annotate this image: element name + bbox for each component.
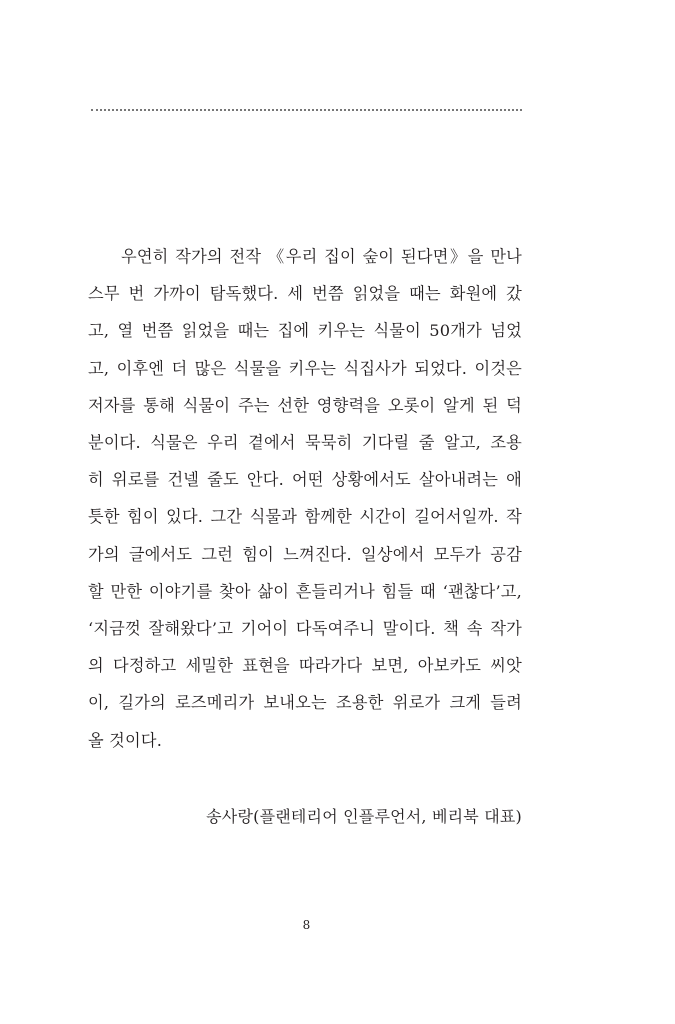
paragraph-line: 저자를 통해 식물이 주는 선한 영향력을 오롯이 알게 된 덕 [88, 395, 522, 415]
paragraph-line: 스무 번 가까이 탐독했다. 세 번쯤 읽었을 때는 화원에 갔 [88, 284, 522, 304]
paragraph-line: 의 다정하고 세밀한 표현을 따라가다 보면, 아보카도 씨앗 [88, 656, 522, 676]
paragraph-line: 고, 이후엔 더 많은 식물을 키우는 식집사가 되었다. 이것은 [88, 358, 522, 378]
paragraph-line: 히 위로를 건넬 줄도 안다. 어떤 상황에서도 살아내려는 애 [88, 470, 522, 490]
paragraph-line: 고, 열 번쯤 읽었을 때는 집에 키우는 식물이 50개가 넘었 [88, 321, 522, 341]
endorsement-paragraph [88, 238, 522, 759]
paragraph-line: 할 만한 이야기를 찾아 삶이 흔들리거나 힘들 때 ‘괜찮다’고, [88, 581, 522, 601]
paragraph-line: 올 것이다. [88, 730, 163, 750]
paragraph-line: 가의 글에서도 그런 힘이 느껴진다. 일상에서 모두가 공감 [88, 544, 522, 564]
paragraph-line: 이, 길가의 로즈메리가 보내오는 조용한 위로가 크게 들려 [88, 693, 522, 713]
dotted-divider [91, 109, 522, 111]
paragraph-line: ‘지금껏 잘해왔다’고 기어이 다독여주니 말이다. 책 속 작가 [88, 619, 522, 639]
paragraph-line: 분이다. 식물은 우리 곁에서 묵묵히 기다릴 줄 알고, 조용 [88, 433, 522, 453]
paragraph-line: 틋한 힘이 있다. 그간 식물과 함께한 시간이 길어서일까. 작 [88, 507, 522, 527]
page-number: 8 [302, 918, 311, 932]
paragraph-line: 우연히 작가의 전작 《우리 집이 숲이 된다면》을 만나 [121, 247, 522, 266]
author-signature: 송사랑(플랜테리어 인플루언서, 베리북 대표) [206, 807, 522, 826]
